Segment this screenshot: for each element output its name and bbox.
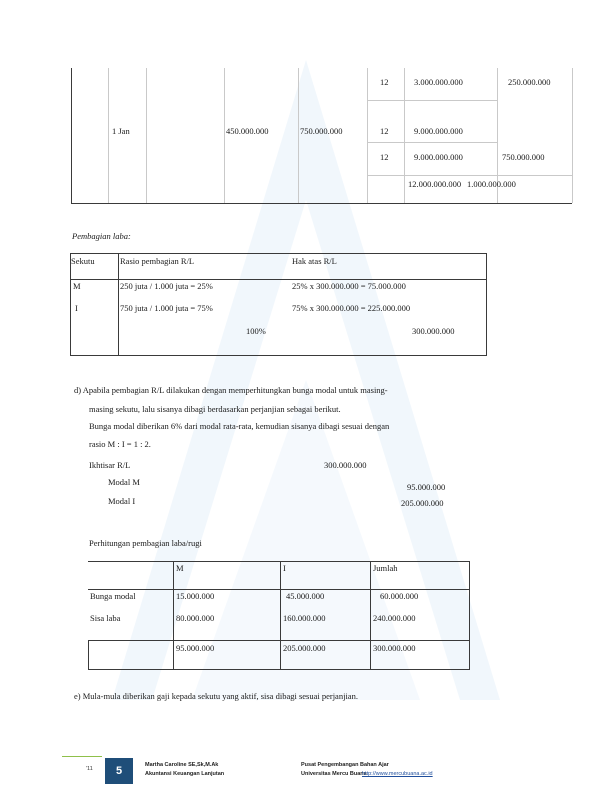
top-row-1-value: 3.000.000.000	[414, 77, 463, 87]
calc-row-2-m: 80.000.000	[176, 613, 215, 623]
calc-row-1-total: 60.000.000	[380, 591, 419, 601]
profit-header-ratio: Rasio pembagian R/L	[120, 256, 195, 266]
calc-row-3-m: 95.000.000	[176, 643, 215, 653]
section-d-line-3: Bunga modal diberikan 6% dari modal rata-rata, kemudian sisanya dibagi sesuai dengan	[89, 421, 390, 431]
profit-split-title: Pembagian laba:	[72, 231, 131, 241]
footer-url-link[interactable]: http://www.mercubuana.ac.id	[362, 771, 433, 777]
footer-side-text: '11	[86, 766, 93, 772]
calc-header-total: Jumlah	[373, 563, 398, 573]
modal-m-label: Modal M	[108, 477, 140, 487]
modal-i-value: 205.000.000	[401, 498, 444, 508]
top-row-2-value: 9.000.000.000	[414, 126, 463, 136]
calc-header-i: I	[283, 563, 286, 573]
top-row-3-period: 12	[380, 152, 389, 162]
modal-m-value: 95.000.000	[407, 482, 446, 492]
calc-row-3-total: 300.000.000	[373, 643, 416, 653]
calc-title: Perhitungan pembagian laba/rugi	[89, 538, 202, 548]
footer-university: Universitas Mercu Buana	[301, 771, 367, 777]
section-d-line-4: rasio M : I = 1 : 2.	[89, 439, 151, 449]
top-date-label: 1 Jan	[112, 126, 130, 136]
page-number: 5	[105, 758, 133, 784]
section-d-line-2: masing sekutu, lalu sisanya dibagi berdasarkan perjanjian sebagai berikut.	[89, 404, 341, 414]
profit-row-m-share: 25% x 300.000.000 = 75.000.000	[292, 281, 406, 291]
top-row-2-period: 12	[380, 126, 389, 136]
profit-row-i-partner: I	[75, 303, 78, 313]
profit-total-ratio: 100%	[246, 326, 266, 336]
footer-center-title: Pusat Pengembangan Bahan Ajar	[301, 762, 389, 768]
calc-header-m: M	[176, 563, 184, 573]
top-row-1-period: 12	[380, 77, 389, 87]
footer-author: Martha Caroline SE,Sk,M.Ak	[145, 762, 219, 768]
profit-header-partner: Sekutu	[71, 256, 95, 266]
top-row-1-result: 250.000.000	[508, 77, 551, 87]
footer-subject: Akuntansi Keuangan Lanjutan	[145, 771, 225, 777]
ikhtisar-value: 300.000.000	[324, 460, 367, 470]
top-total-result: 1.000.000.000	[467, 179, 516, 189]
ikhtisar-label: Ikhtisar R/L	[89, 460, 131, 470]
profit-total-share: 300.000.000	[412, 326, 455, 336]
top-row-3-result: 750.000.000	[502, 152, 545, 162]
top-col-b: 750.000.000	[300, 126, 343, 136]
calc-row-2-total: 240.000.000	[373, 613, 416, 623]
profit-row-m-partner: M	[73, 281, 81, 291]
calc-row-2-i: 160.000.000	[283, 613, 326, 623]
top-total-value: 12.000.000.000	[408, 179, 462, 189]
calc-row-1-label: Bunga modal	[90, 591, 136, 601]
section-d-line-1: d) Apabila pembagian R/L dilakukan dengan memperhitungkan bunga modal untuk masing-	[74, 385, 388, 395]
calc-row-3-i: 205.000.000	[283, 643, 326, 653]
modal-i-label: Modal I	[108, 496, 136, 506]
section-e-line-1: e) Mula-mula diberikan gaji kepada sekutu yang aktif, sisa dibagi sesuai perjanjian.	[74, 691, 358, 701]
top-row-3-value: 9.000.000.000	[414, 152, 463, 162]
calc-row-1-i: 45.000.000	[286, 591, 325, 601]
calc-row-2-label: Sisa laba	[90, 613, 121, 623]
profit-header-share: Hak atas R/L	[292, 256, 337, 266]
profit-row-i-ratio: 750 juta / 1.000 juta = 75%	[120, 303, 213, 313]
profit-row-m-ratio: 250 juta / 1.000 juta = 25%	[120, 281, 213, 291]
profit-row-i-share: 75% x 300.000.000 = 225.000.000	[292, 303, 411, 313]
calc-row-1-m: 15.000.000	[176, 591, 215, 601]
top-col-a: 450.000.000	[226, 126, 269, 136]
